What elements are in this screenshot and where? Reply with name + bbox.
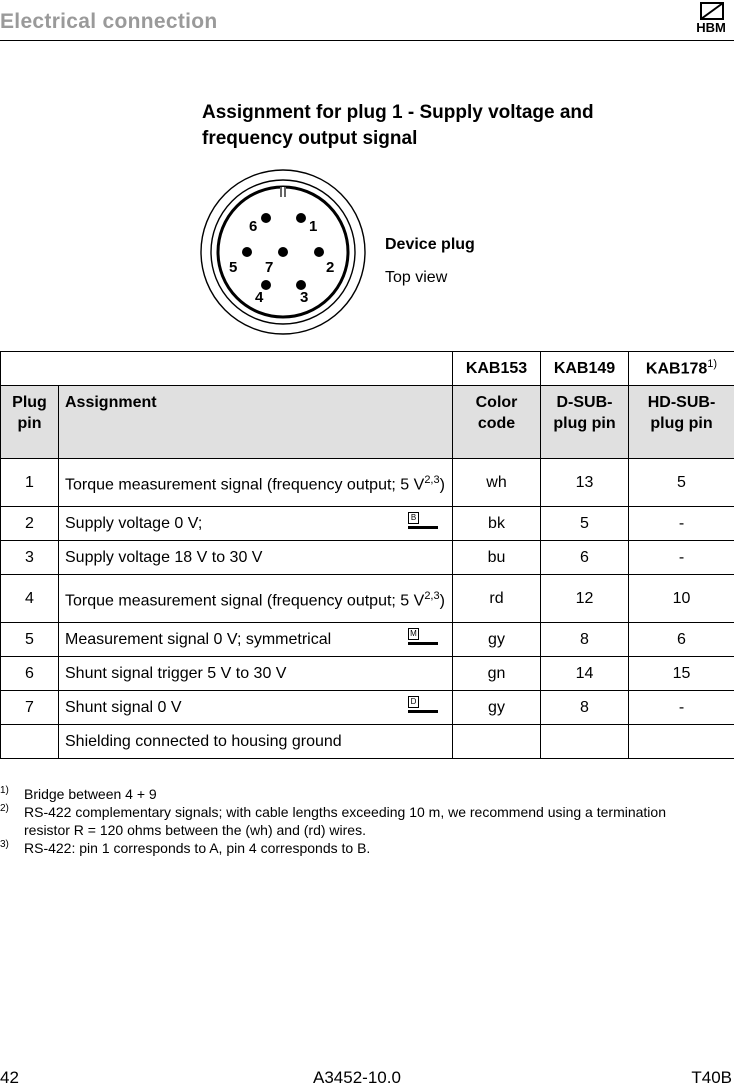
cell-pin — [1, 725, 59, 759]
cell-pin: 6 — [1, 657, 59, 691]
hbm-logo — [691, 2, 731, 34]
header-divider — [0, 40, 734, 41]
cable-kab153: KAB153 — [453, 352, 541, 386]
table-row — [1, 459, 734, 507]
page-number: 42 — [0, 1068, 19, 1087]
table-row — [1, 507, 734, 541]
cable-header-row — [1, 352, 734, 386]
cell-hdsub: 6 — [629, 623, 734, 657]
cell-hdsub: - — [629, 507, 734, 541]
table-row — [1, 657, 734, 691]
cell-pin: 1 — [1, 459, 59, 507]
page-header-title: Electrical connection — [0, 10, 218, 33]
cable-kab178: KAB178$^{1)}$ — [629, 352, 734, 386]
footnote: 1) Bridge between 4 + 9 — [0, 785, 157, 802]
cell-assignment: Torque measurement signal (frequency output; 5 V$^{2,3}$) — [59, 575, 453, 623]
logo-text: HBM — [696, 20, 726, 34]
cell-pin: 5 — [1, 623, 59, 657]
header-assignment: Assignment — [59, 386, 453, 459]
cell-assignment: Shunt signal 0 V D — [59, 691, 453, 725]
table-row — [1, 541, 734, 575]
header-hdsub-pin: HD-SUB-plug pin — [629, 386, 734, 459]
cable-footnote-mark: 1) — [707, 358, 718, 371]
cell-color: rd — [453, 575, 541, 623]
cell-dsub: 12 — [541, 575, 629, 623]
cable-kab149: KAB149 — [541, 352, 629, 386]
cell-hdsub: - — [629, 691, 734, 725]
pin-6-dot — [261, 213, 271, 223]
product-name: T40B — [691, 1068, 732, 1087]
cell-color: gy — [453, 623, 541, 657]
cell-dsub: 8 — [541, 691, 629, 725]
pin-2-dot — [314, 247, 324, 257]
cell-assignment: Supply voltage 0 V; B — [59, 507, 453, 541]
column-header-row — [1, 386, 734, 459]
device-plug-label: Device plug — [385, 236, 475, 253]
table-row — [1, 725, 734, 759]
ground-symbol-icon: B — [408, 512, 438, 532]
footnote: 2) RS-422 complementary signals; with cable lengths exceeding 10 m, we recommend using a termination resistor R = 120 ohms between the (wh) and (rd) wires. — [0, 803, 666, 838]
cell-dsub: 6 — [541, 541, 629, 575]
pin-assignment-table — [0, 351, 734, 759]
cell-color: gn — [453, 657, 541, 691]
pin-label-2: 2 — [326, 259, 335, 276]
cell-dsub: 8 — [541, 623, 629, 657]
pin-label-6: 6 — [249, 218, 258, 235]
pin-1-dot — [296, 213, 306, 223]
cell-color: bk — [453, 507, 541, 541]
pin-5-dot — [242, 247, 252, 257]
cell-hdsub: 10 — [629, 575, 734, 623]
section-title: Assignment for plug 1 - Supply voltage and frequency output signal — [202, 102, 594, 149]
pin-label-4: 4 — [255, 289, 264, 306]
cell-hdsub: 5 — [629, 459, 734, 507]
pin-label-5: 5 — [229, 259, 238, 276]
cable-header-blank — [1, 352, 453, 386]
pin-label-1: 1 — [309, 218, 318, 235]
table-row — [1, 575, 734, 623]
document-id: A3452-10.0 — [313, 1068, 401, 1087]
pin-label-7: 7 — [265, 259, 274, 276]
cell-hdsub — [629, 725, 734, 759]
cell-dsub: 13 — [541, 459, 629, 507]
cell-pin: 7 — [1, 691, 59, 725]
cell-assignment: Shunt signal trigger 5 V to 30 V — [59, 657, 453, 691]
cell-color — [453, 725, 541, 759]
cell-hdsub: 15 — [629, 657, 734, 691]
header-plug-pin: Plug pin — [1, 386, 59, 459]
footnote: 3) RS-422: pin 1 corresponds to A, pin 4 corresponds to B. — [0, 839, 371, 856]
cell-hdsub: - — [629, 541, 734, 575]
pin-label-3: 3 — [300, 289, 309, 306]
cell-assignment: Shielding connected to housing ground — [59, 725, 453, 759]
pin-7-dot — [278, 247, 288, 257]
cell-pin: 3 — [1, 541, 59, 575]
top-view-label: Top view — [385, 269, 448, 286]
cell-color: bu — [453, 541, 541, 575]
device-plug-diagram — [198, 168, 368, 336]
header-color-code: Color code — [453, 386, 541, 459]
table-row — [1, 623, 734, 657]
cell-color: gy — [453, 691, 541, 725]
cell-assignment: Supply voltage 18 V to 30 V — [59, 541, 453, 575]
measurement-ground-icon: M — [408, 628, 438, 648]
header-dsub-pin: D-SUB-plug pin — [541, 386, 629, 459]
cell-pin: 2 — [1, 507, 59, 541]
cell-color: wh — [453, 459, 541, 507]
cell-assignment: Measurement signal 0 V; symmetrical M — [59, 623, 453, 657]
cell-dsub: 5 — [541, 507, 629, 541]
cell-assignment: Torque measurement signal (frequency output; 5 V$^{2,3}$) — [59, 459, 453, 507]
cell-dsub: 14 — [541, 657, 629, 691]
cell-dsub — [541, 725, 629, 759]
footnotes — [0, 785, 734, 857]
cell-pin: 4 — [1, 575, 59, 623]
digital-ground-icon: D — [408, 696, 438, 716]
table-row — [1, 691, 734, 725]
